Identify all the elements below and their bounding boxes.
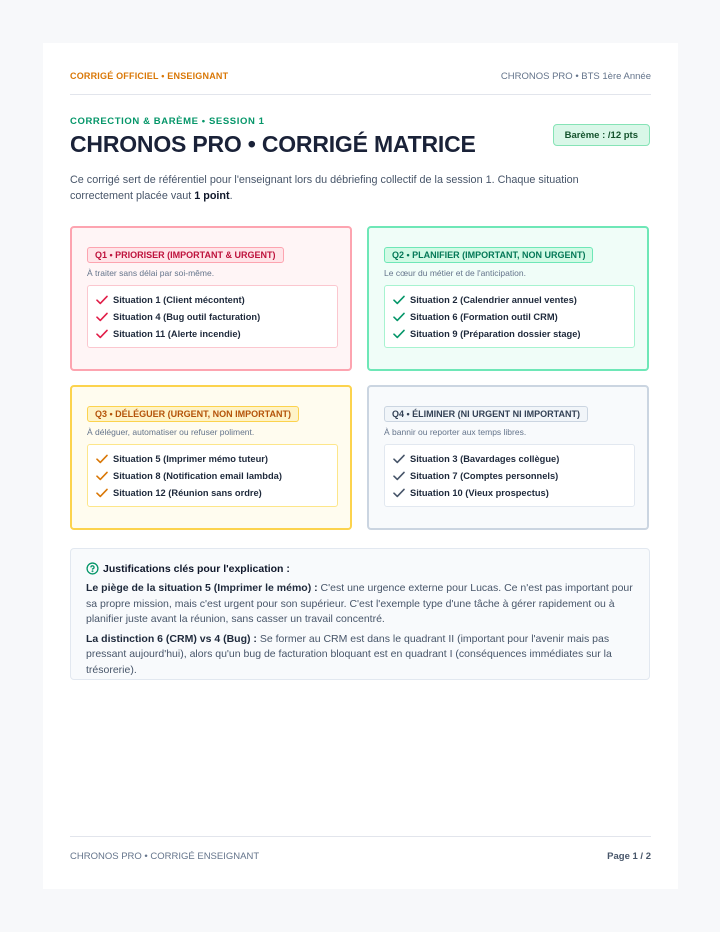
justifications-box — [70, 548, 650, 680]
justification-paragraph — [86, 632, 634, 679]
quadrant-item-list — [384, 444, 635, 507]
item-label: Situation 11 (Alerte incendie) — [113, 328, 241, 339]
check-icon — [393, 454, 405, 464]
check-icon — [96, 488, 108, 498]
list-item — [393, 450, 634, 467]
check-icon — [96, 454, 108, 464]
section-kicker: CORRECTION & BARÈME • SESSION 1 — [70, 116, 265, 127]
quadrant-description: Le cœur du métier et de l'anticipation. — [384, 268, 526, 278]
list-item — [393, 291, 634, 308]
quadrant-description: À déléguer, automatiser ou refuser poliment. — [87, 427, 255, 437]
list-item — [393, 484, 634, 501]
quadrant-tag: Q1 • PRIORISER (IMPORTANT & URGENT) — [87, 247, 284, 263]
quadrant-tag: Q2 • PLANIFIER (IMPORTANT, NON URGENT) — [384, 247, 593, 263]
list-item — [96, 450, 337, 467]
list-item — [96, 467, 337, 484]
item-label: Situation 8 (Notification email lambda) — [113, 470, 282, 481]
check-icon — [393, 488, 405, 498]
item-label: Situation 7 (Comptes personnels) — [410, 470, 559, 481]
document-page — [43, 43, 678, 889]
check-icon — [393, 295, 405, 305]
item-label: Situation 1 (Client mécontent) — [113, 294, 245, 305]
item-label: Situation 2 (Calendrier annuel ventes) — [410, 294, 577, 305]
quadrant-item-list — [87, 285, 338, 348]
score-badge: Barème : /12 pts — [553, 124, 650, 146]
page-title: CHRONOS PRO • CORRIGÉ MATRICE — [70, 131, 476, 157]
page-footer — [70, 836, 651, 862]
intro-text: Ce corrigé sert de référentiel pour l'enseignant lors du débriefing collectif de la session 1. Chaque situation correctement placée vaut — [70, 174, 579, 202]
quadrant-q1 — [70, 226, 352, 371]
list-item — [393, 308, 634, 325]
item-label: Situation 3 (Bavardages collègue) — [410, 453, 560, 464]
quadrant-q3 — [70, 385, 352, 530]
justification-bold: La distinction 6 (CRM) vs 4 (Bug) : — [86, 632, 257, 645]
item-label: Situation 10 (Vieux prospectus) — [410, 487, 549, 498]
quadrant-description: À bannir ou reporter aux temps libres. — [384, 427, 527, 437]
check-icon — [96, 471, 108, 481]
quadrant-tag: Q3 • DÉLÉGUER (URGENT, NON IMPORTANT) — [87, 406, 299, 422]
item-label: Situation 4 (Bug outil facturation) — [113, 311, 261, 322]
header-course: CHRONOS PRO • BTS 1ère Année — [500, 71, 651, 82]
check-icon — [96, 312, 108, 322]
justification-paragraph — [86, 581, 634, 628]
list-item — [96, 484, 337, 501]
quadrant-item-list — [384, 285, 635, 348]
justification-bold: Le piège de la situation 5 (Imprimer le mémo) : — [86, 582, 318, 594]
quadrant-item-list — [87, 444, 338, 507]
help-circle-icon — [86, 562, 99, 575]
quadrant-description: À traiter sans délai par soi-même. — [87, 268, 215, 278]
list-item — [96, 308, 337, 325]
justifications-heading-text: Justifications clés pour l'explication : — [103, 562, 290, 575]
list-item — [96, 325, 337, 342]
item-label: Situation 12 (Réunion sans ordre) — [113, 487, 262, 498]
check-icon — [96, 295, 108, 305]
quadrant-q4 — [367, 385, 649, 530]
header-label: CORRIGÉ OFFICIEL • ENSEIGNANT — [70, 71, 229, 81]
justification-text: C'est une urgence externe pour Lucas. Ce n'est pas important pour sa propre mission, mais c'est urgent pour son supérieur. C'est l'exemple type d'une tâche à gérer rapidement ou à planifier juste avant la réunion, sans casser un travail concentré. — [86, 582, 633, 625]
list-item — [393, 325, 634, 342]
check-icon — [96, 329, 108, 339]
justification-text: Se former au CRM est dans le quadrant II (important pour l'avenir mais pas pressant aujourd'hui), alors qu'un bug de facturation bloquant est en quadrant I (conséquences immédiates sur la trésorerie). — [86, 632, 612, 676]
list-item — [96, 291, 337, 308]
item-label: Situation 6 (Formation outil CRM) — [410, 311, 558, 322]
justifications-heading — [86, 562, 634, 575]
check-icon — [393, 471, 405, 481]
list-item — [393, 467, 634, 484]
footer-label: CHRONOS PRO • CORRIGÉ ENSEIGNANT — [70, 851, 260, 862]
page-number: Page 1 / 2 — [607, 851, 651, 862]
item-label: Situation 5 (Imprimer mémo tuteur) — [113, 453, 268, 464]
check-icon — [393, 329, 405, 339]
intro-paragraph — [70, 172, 640, 204]
quadrant-q2 — [367, 226, 649, 371]
intro-end: . — [229, 190, 233, 202]
quadrant-tag: Q4 • ÉLIMINER (NI URGENT NI IMPORTANT) — [384, 406, 588, 422]
check-icon — [393, 312, 405, 322]
page-header — [70, 71, 651, 95]
item-label: Situation 9 (Préparation dossier stage) — [410, 328, 581, 339]
intro-bold: 1 point — [194, 190, 230, 202]
